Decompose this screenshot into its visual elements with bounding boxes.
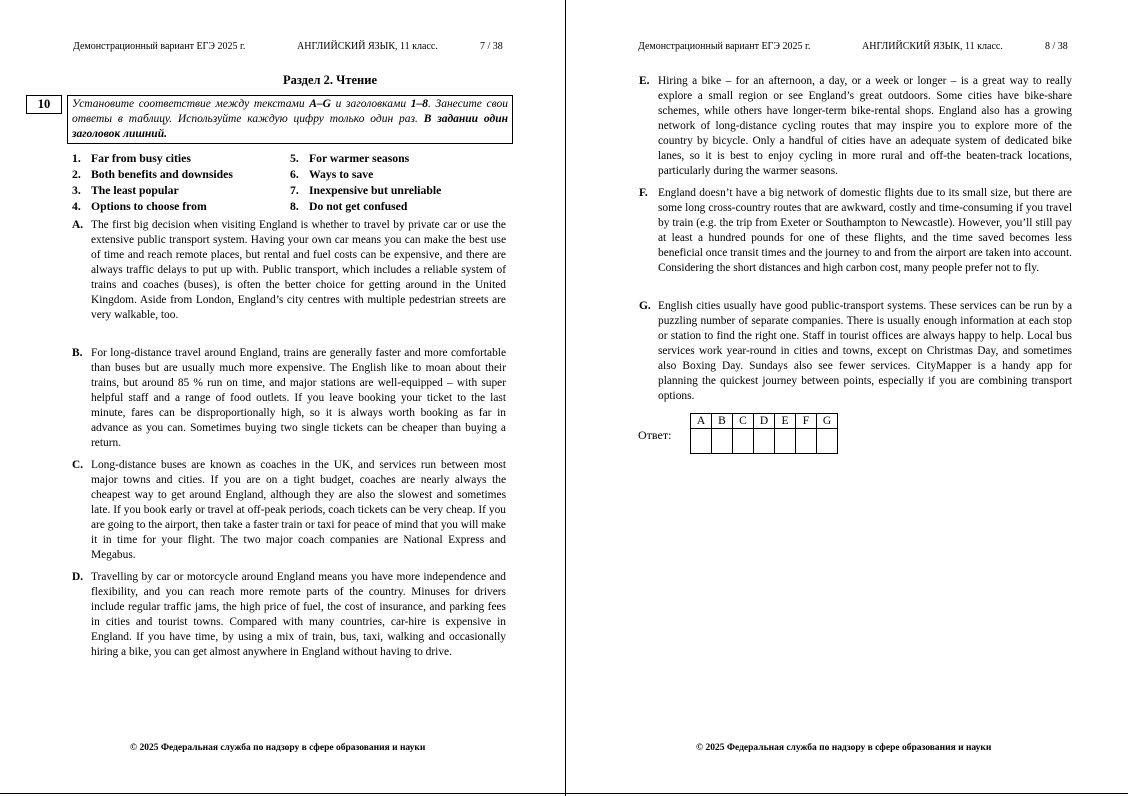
text-body: The first big decision when visiting England is whether to travel by private car or use the extensive public transport system. Having your own car means you can make the best use of time and reach remote places, but rental and fuel costs can be expensive, and there are always traffic delays to put up with. Public transport, which includes a reliable system of trains and coaches (buses), is often the better choice for getting around in the United Kingdom. Aside from London, England’s city centres with multiple pedestrian streets are very walkable, too. (91, 219, 506, 321)
text-e (639, 74, 1072, 179)
text-body: Hiring a bike – for an afternoon, a day, or a week or longer – is a great way to really explore a small region or see England’s great outdoors. Some cities have bike-share schemes, while others have longer-term bike-rental shops. England also has a growing network of long-distance cycling routes that may inspire you to explore more of the country by bicycle. Only a handful of cities have an adequate system of dedicated bike lanes, so it is best to enjoy cycling in more rural and off-the beaten-track locations, particularly during the warmer seasons. (658, 75, 1072, 177)
text-letter: E. (639, 75, 650, 87)
instruction-text-3: . Занесите свои ответы в таблицу. Используйте каждую цифру только один раз. (72, 98, 508, 125)
text-f (639, 186, 1072, 276)
heading-number: 1. (72, 152, 81, 165)
heading-item (290, 199, 407, 215)
heading-item (72, 183, 179, 199)
heading-item (290, 167, 373, 183)
heading-number: 2. (72, 168, 81, 181)
heading-text: Do not get confused (309, 200, 408, 213)
answer-table (690, 413, 838, 454)
heading-item (72, 199, 207, 215)
answer-column-header: E (775, 414, 796, 429)
heading-text: The least popular (91, 184, 179, 197)
heading-text: Options to choose from (91, 200, 207, 213)
answer-cell[interactable] (733, 429, 754, 454)
heading-number: 4. (72, 200, 81, 213)
answer-cell[interactable] (817, 429, 838, 454)
left-page-footer: © 2025 Федеральная служба по надзору в сфере образования и науки (130, 743, 426, 753)
right-page-footer: © 2025 Федеральная служба по надзору в сфере образования и науки (696, 743, 992, 753)
heading-item (72, 151, 191, 167)
heading-item (72, 167, 233, 183)
answer-column-header: B (712, 414, 733, 429)
instruction-text-2: и заголовками (330, 98, 411, 110)
header-subject: АНГЛИЙСКИЙ ЯЗЫК, 11 класс. (862, 41, 1003, 52)
text-body: For long-distance travel around England, trains are generally faster and more comfortable than buses but are usually much more expensive. The English like to moan about their trains, but around 85 % run on time, and major stations are well-equipped – with super helpful staff and a range of food outlets. If you leave booking your ticket to the last minute, fares can be disproportionally high, so it is always worth booking as far in advance as you can. Sometimes buying two single tickets can be cheaper than buying a return. (91, 347, 506, 449)
text-letter: G. (639, 300, 651, 312)
text-letter: A. (72, 219, 84, 231)
instruction-range-texts: A–G (309, 98, 331, 110)
heading-item (290, 151, 409, 167)
heading-item (290, 183, 441, 199)
heading-number: 7. (290, 184, 299, 197)
answer-cell[interactable] (775, 429, 796, 454)
answer-cell[interactable] (754, 429, 775, 454)
bottom-rule (0, 793, 1128, 794)
text-letter: B. (72, 347, 83, 359)
answer-column-header: G (817, 414, 838, 429)
heading-text: Ways to save (309, 168, 374, 181)
text-a (72, 218, 506, 323)
text-g (639, 299, 1072, 404)
header-page-number: 7 / 38 (480, 41, 503, 52)
heading-text: Far from busy cities (91, 152, 191, 165)
heading-text: Inexpensive but unreliable (309, 184, 442, 197)
section-title: Раздел 2. Чтение (282, 73, 377, 87)
text-letter: C. (72, 459, 84, 471)
heading-text: Both benefits and downsides (91, 168, 233, 181)
task-instruction (67, 95, 513, 144)
text-body: English cities usually have good public-transport systems. These services can be run by a puzzling number of separate companies. There is usually enough information at each stop or station to find the right one. Staff in tourist offices are always happy to help. Local bus services work year-round in cities and towns, except on Christmas Day, and sometimes also Boxing Day. Sundays also see fewer services. CityMapper is a handy app for planning the quickest journey between points, especially if you are combining transport options. (658, 300, 1072, 402)
instruction-range-headings: 1–8 (410, 98, 428, 110)
heading-number: 5. (290, 152, 299, 165)
text-body: England doesn’t have a big network of domestic flights due to its small size, but there are some long cross-country routes that are awkward, costly and time-consuming if you travel by train (e.g. the trip from Exeter or Southampton to Newcastle). However, you’ll still pay at least a hundred pounds for one of these flights, and the time saved becomes less beneficial once transit times and the journey to and from the airport are taken into account. Considering the short distances and high carbon cost, many people prefer not to fly. (658, 187, 1072, 274)
text-c (72, 458, 506, 563)
answer-label: Ответ: (638, 428, 672, 442)
answer-input-row (691, 429, 838, 454)
answer-header-row (691, 414, 838, 429)
answer-column-header: F (796, 414, 817, 429)
text-letter: F. (639, 187, 648, 199)
heading-text: For warmer seasons (309, 152, 410, 165)
text-letter: D. (72, 571, 84, 583)
text-body: Long-distance buses are known as coaches in the UK, and services run between most major towns and cities. If you are on a tight budget, coaches are nearly always the cheapest way to get around England, although they are also the slowest and sometimes late. If you book early or travel at off-peak periods, coach tickets can be very cheap. If you are going to the airport, then take a faster train or taxi for peace of mind that you will make it in time for your flight. The two major coach companies are National Express and Megabus. (91, 459, 506, 561)
answer-cell[interactable] (691, 429, 712, 454)
answer-column-header: A (691, 414, 712, 429)
answer-cell[interactable] (796, 429, 817, 454)
heading-number: 6. (290, 168, 299, 181)
header-exam-title: Демонстрационный вариант ЕГЭ 2025 г. (638, 41, 811, 52)
heading-number: 8. (290, 200, 299, 213)
task-number: 10 (26, 95, 62, 114)
instruction-text-1: Установите соответствие между текстами (72, 98, 310, 110)
instruction-note: В задании один заголовок лишний. (72, 113, 508, 140)
header-subject: АНГЛИЙСКИЙ ЯЗЫК, 11 класс. (297, 41, 438, 52)
answer-column-header: C (733, 414, 754, 429)
answer-cell[interactable] (712, 429, 733, 454)
heading-number: 3. (72, 184, 81, 197)
answer-column-header: D (754, 414, 775, 429)
header-exam-title: Демонстрационный вариант ЕГЭ 2025 г. (73, 41, 246, 52)
text-b (72, 346, 506, 451)
right-page (566, 0, 1128, 796)
header-page-number: 8 / 38 (1045, 41, 1068, 52)
text-d (72, 570, 506, 660)
text-body: Travelling by car or motorcycle around England means you have more independence and flexibility, and you can reach more remote parts of the country. Minuses for drivers include regular traffic jams, the high price of fuel, the cost of insurance, and parking fees in cities and tourist towns. Compared with many countries, car-hire is expensive in England. If you have time, by using a mix of train, bus, taxi, walking and occasionally hiring a bike, you can get almost anywhere in England without having to drive. (91, 571, 506, 658)
